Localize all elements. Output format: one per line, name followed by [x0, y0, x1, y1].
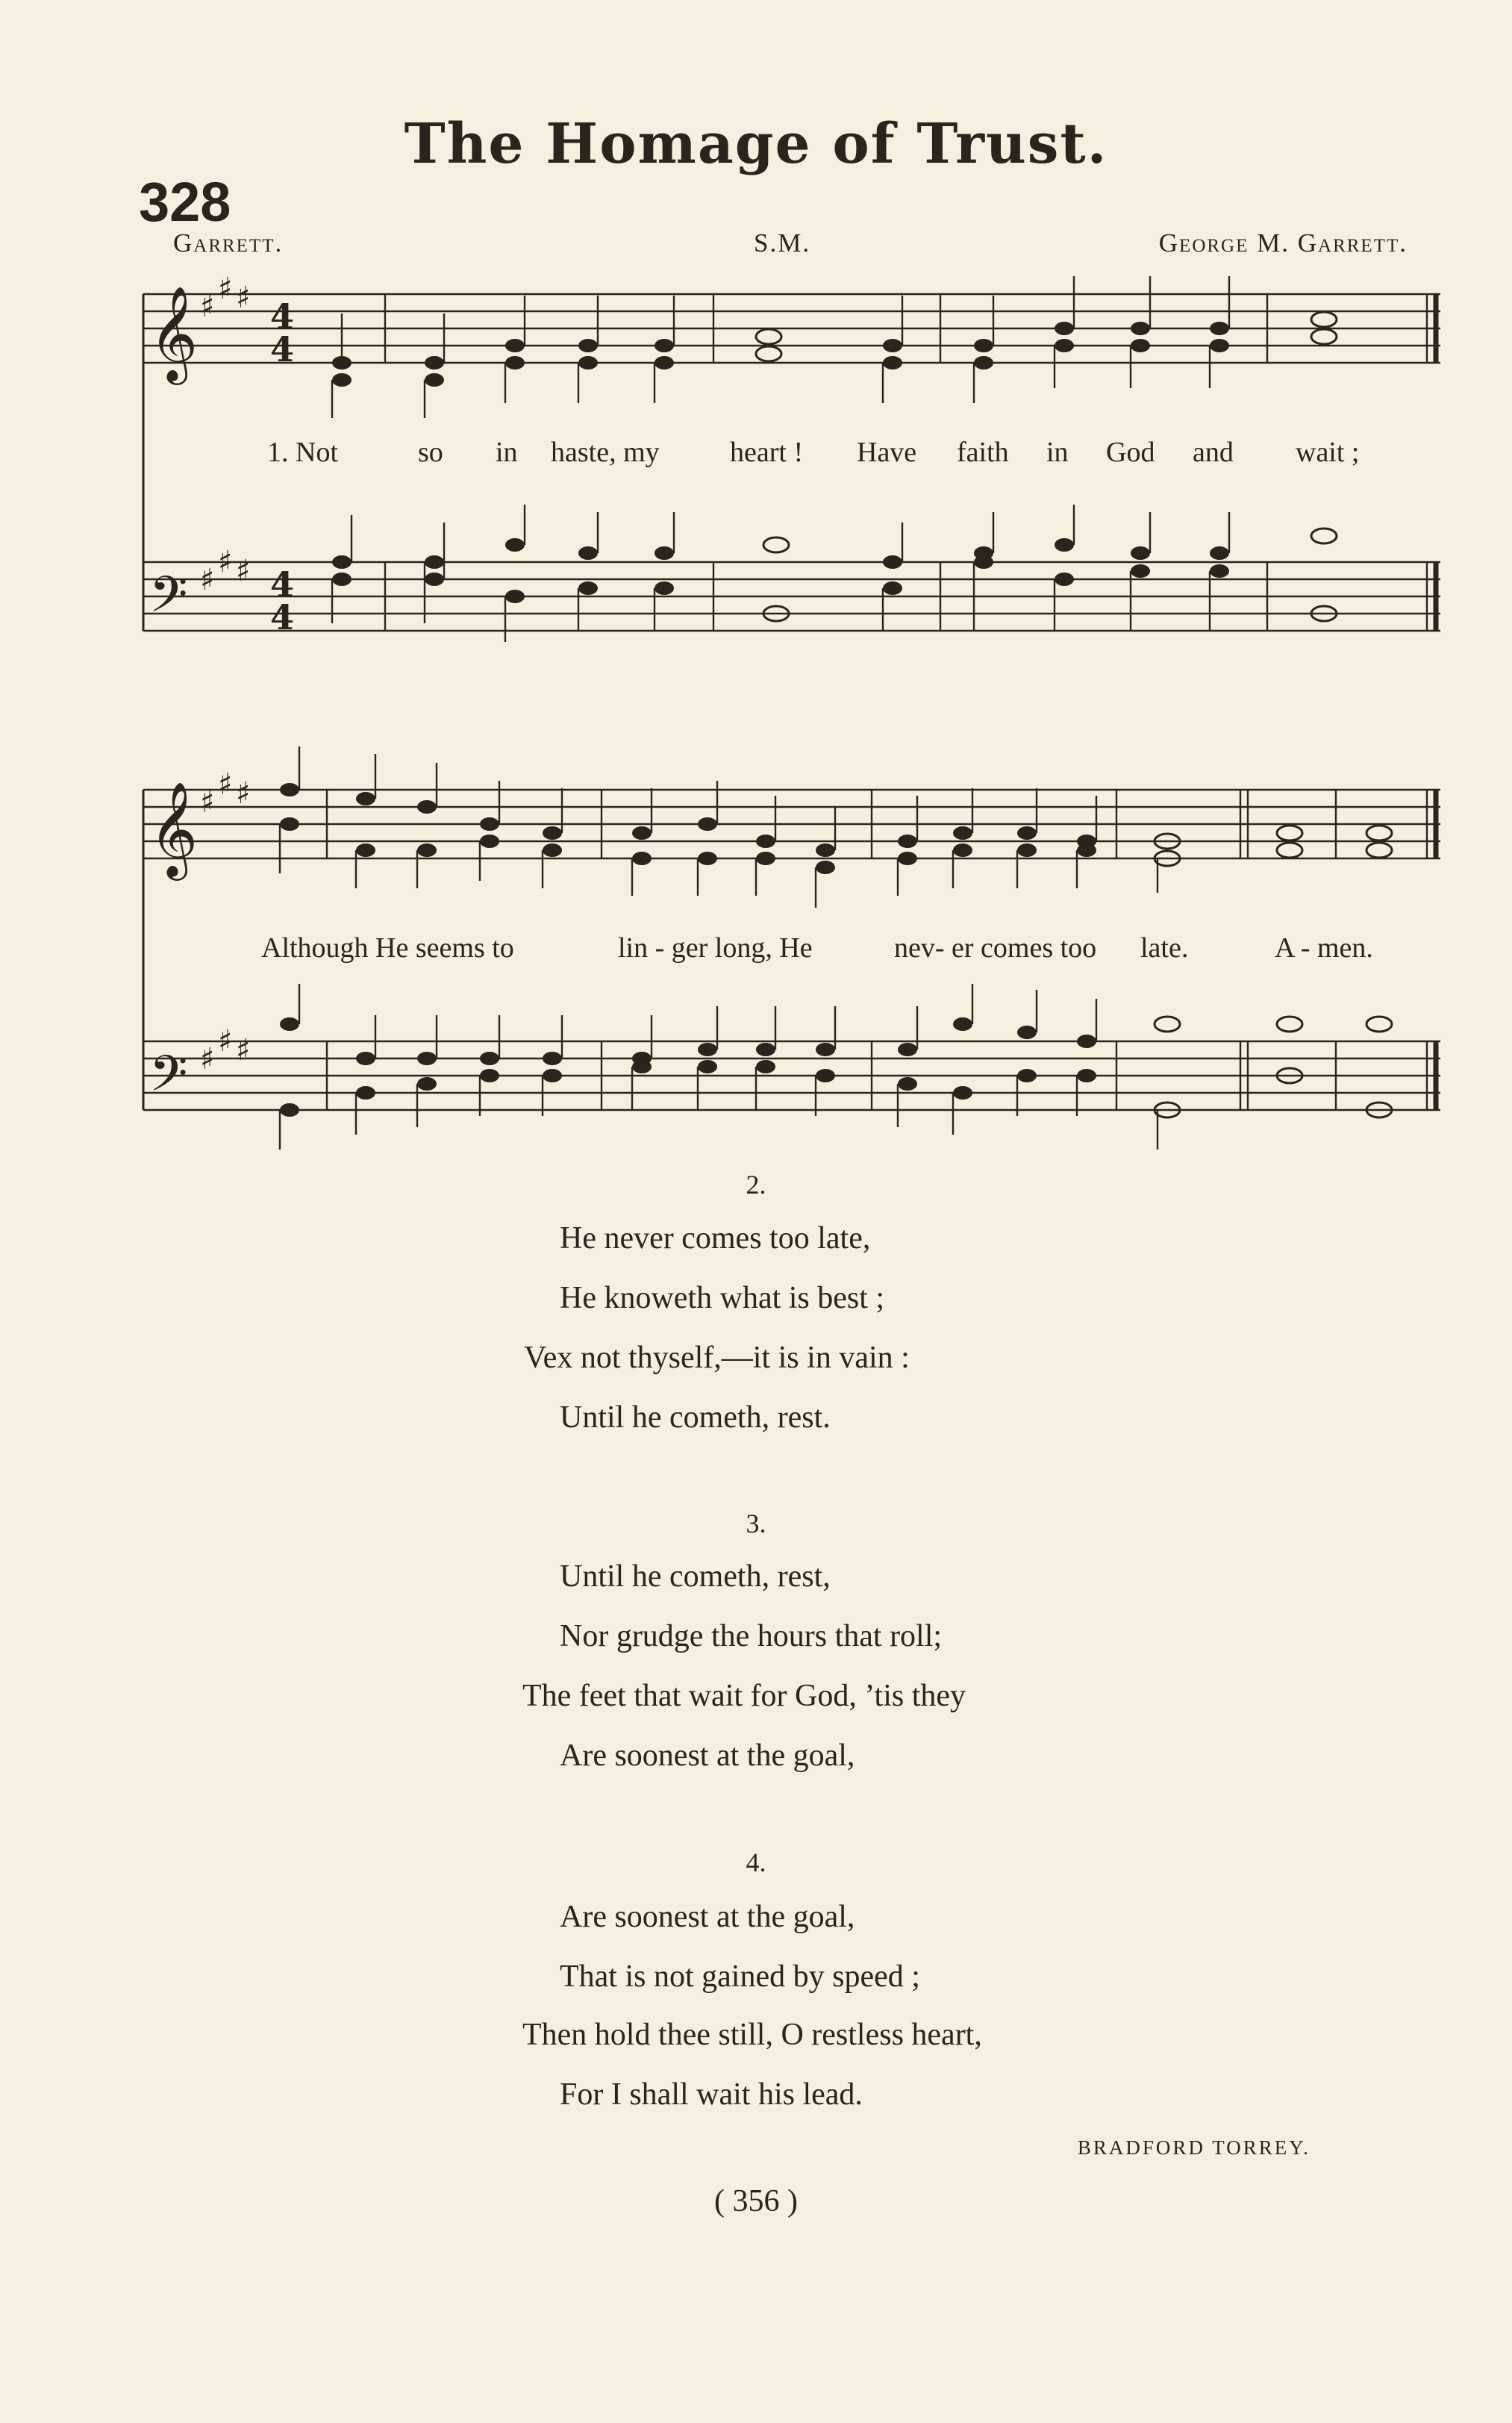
stanza-number: 2.	[746, 1170, 766, 1200]
hymn-number: 328	[139, 171, 231, 233]
meter: S.M.	[754, 228, 811, 258]
stanza-line: Then hold thee still, O restless heart,	[522, 2018, 982, 2052]
stanza-line: Until he cometh, rest,	[560, 1559, 831, 1594]
staff-treble-1	[143, 294, 1440, 363]
lyric-syllable: God	[1106, 437, 1155, 468]
stanza-line: Nor grudge the hours that roll;	[560, 1619, 943, 1653]
hymn-title: The Homage of Trust.	[404, 112, 1108, 176]
author-credit: BRADFORD TORREY.	[1077, 2136, 1310, 2159]
stanza-line: Are soonest at the goal,	[560, 1900, 855, 1934]
page-number: ( 356 )	[714, 2184, 798, 2218]
svg-text:4: 4	[270, 296, 295, 337]
staff-bass-1	[143, 562, 1440, 631]
lyric-syllable: in	[1046, 437, 1069, 468]
lyric-syllable: 1. Not	[267, 437, 338, 468]
music-score	[0, 0, 1512, 1194]
svg-text:♯: ♯	[200, 1042, 215, 1076]
lyric-syllable: A - men.	[1275, 932, 1373, 964]
stanza-line: That is not gained by speed ;	[560, 1959, 920, 1994]
lyric-syllable: late.	[1140, 932, 1189, 964]
lyric-syllable: nev- er comes too	[894, 932, 1097, 964]
staff-treble-2	[143, 790, 1440, 858]
svg-text:4: 4	[270, 564, 295, 605]
lyric-syllable: haste, my	[551, 437, 660, 468]
svg-text:𝄢: 𝄢	[149, 566, 188, 635]
svg-text:𝄞: 𝄞	[149, 781, 199, 876]
svg-text:♯: ♯	[200, 785, 215, 820]
staff-bass-2	[143, 1041, 1440, 1110]
lyric-syllable: wait ;	[1296, 437, 1360, 468]
composer: George M. Garrett.	[1158, 228, 1408, 258]
stanza-line: Vex not thyself,—it is in vain :	[524, 1341, 910, 1375]
stanza-number: 3.	[746, 1509, 766, 1538]
svg-text:♯: ♯	[200, 563, 215, 597]
lyric-syllable: so	[418, 437, 443, 468]
lyric-syllable: Have	[857, 437, 917, 468]
svg-text:♯: ♯	[200, 290, 215, 324]
svg-text:♯: ♯	[218, 1024, 233, 1058]
svg-text:♯: ♯	[236, 281, 251, 315]
stanza-line: For I shall wait his lead.	[560, 2077, 863, 2112]
lyric-syllable: faith	[957, 437, 1009, 468]
stanza-line: He never comes too late,	[560, 1221, 871, 1256]
stanza-number: 4.	[746, 1847, 766, 1877]
svg-text:4: 4	[270, 329, 295, 369]
svg-text:♯: ♯	[218, 545, 233, 579]
lyric-syllable: heart !	[730, 437, 804, 468]
svg-text:4: 4	[270, 597, 295, 637]
svg-text:♯: ♯	[236, 554, 251, 588]
svg-text:♯: ♯	[218, 272, 233, 306]
stanza-line: The feet that wait for God, ’tis they	[522, 1679, 966, 1713]
svg-text:𝄞: 𝄞	[149, 285, 199, 381]
svg-text:♯: ♯	[218, 767, 233, 802]
stanza-line: Are soonest at the goal,	[560, 1738, 855, 1773]
lyric-syllable: in	[496, 437, 518, 468]
svg-text:♯: ♯	[236, 1033, 251, 1067]
lyric-syllable: and	[1193, 437, 1234, 468]
lyric-syllable: Although He seems to	[261, 932, 514, 964]
stanza-line: Until he cometh, rest.	[560, 1400, 831, 1435]
tune-name: Garrett.	[173, 228, 284, 258]
lyric-syllable: lin - ger long, He	[618, 932, 813, 964]
stanza-line: He knoweth what is best ;	[560, 1281, 885, 1315]
svg-text:♯: ♯	[236, 776, 251, 811]
svg-text:𝄢: 𝄢	[149, 1045, 188, 1114]
